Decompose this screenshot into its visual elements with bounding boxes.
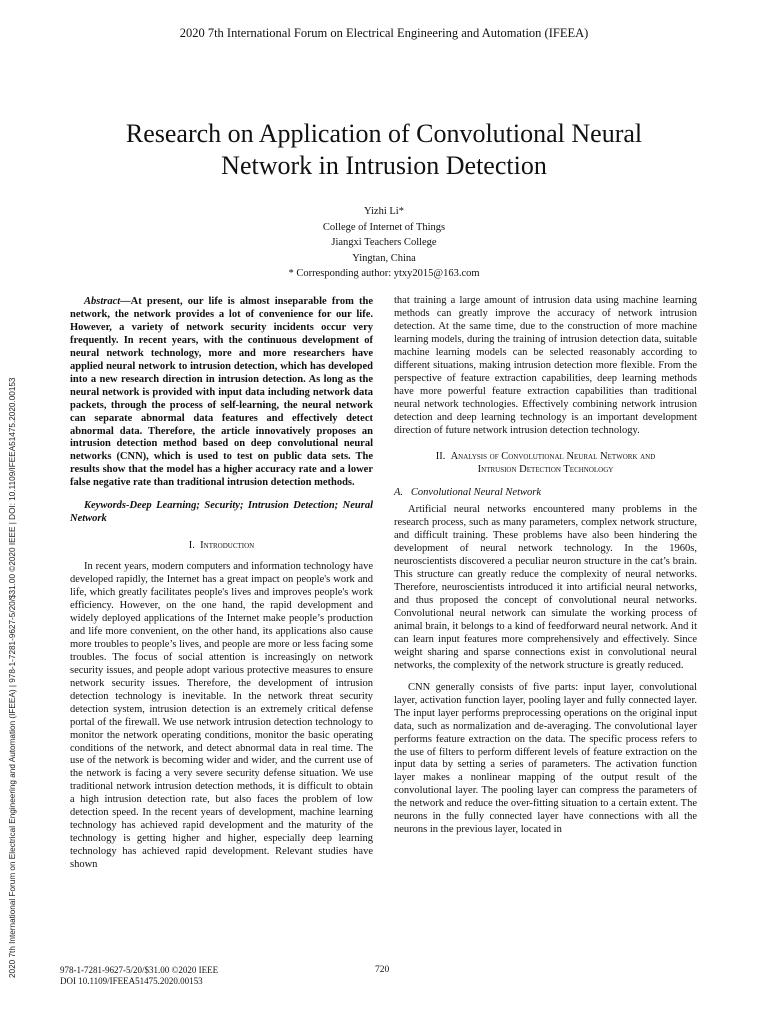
- affiliation-line: Yingtan, China: [352, 252, 416, 264]
- section-heading-analysis: [394, 451, 697, 477]
- section-heading-introduction: [70, 540, 373, 553]
- author-block: [0, 204, 768, 282]
- affiliation-line: College of Internet of Things: [322, 221, 446, 233]
- abstract-label: Abstract: [84, 296, 121, 307]
- body-paragraph: In recent years, modern computers and information technology have developed rapidly, the Internet has a great impact on people's work and life, which greatly facilitates people's lives and improves people's work efficiency. However, on the one hand, the rapid development and widely deployed applications of the Internet make people’s production and life more convenient, on the other hand, its applications also cause more troubles to people’s lives, and people are more or less facing some troubles. The focus of social attention is increasingly on network security issues, and people adopt various protective measures to ensure network security issues. Therefore, the development of intrusion detection technology is inevitable. In the network threat security detection system, intrusion detection is an extremely critical defense portal of the firewall. We use network intrusion detection technology to monitor the network operating conditions, monitor the basic operating conditions of the network, and detect abnormal data in real time. The use of the network is becoming wider and wider, and the current use of the network is facing a very severe security defense situation. We use traditional network intrusion detection methods, it is difficult to obtain a high intrusion detection rate, but also faces the problem of low detection speed. In the recent years of development, machine learning technology has achieved rapid development and the maturity of the technology is getting higher and higher, especially deep learning technology has achieved rapid development. Relevant studies have shown: [70, 561, 373, 871]
- paper-title-line-1: Research on Application of Convolutional Neural: [125, 119, 643, 148]
- corresponding-author: * Corresponding author: ytxy2015@163.com: [288, 268, 480, 279]
- side-citation-text: 2020 7th International Forum on Electrical Engineering and Automation (IFEEA) | 978-1-7281-9627-5/20/$31.00 ©2020 IEEE | DOI: 10.1109/IFEEA51475.2020.00153: [8, 377, 17, 978]
- abstract: [70, 296, 373, 490]
- body-paragraph: CNN generally consists of five parts: input layer, convolutional layer, activation function layer, pooling layer and fully connected layer. The input layer performs preprocessing operations on the original input data, such as normalization and de-averaging. The convolutional layer performs feature extraction on the data. The specific process refers to the use of filters to perform different levels of feature extraction on the input data by setting a series of parameters. The activation function layer makes a nonlinear mapping of the output result of the convolutional layer. The pooling layer can compress the parameters of the network and reduce the over-fitting situation to a certain extent. The neurons in the fully connected layer have connections with all the neurons in the previous layer, located in: [394, 681, 697, 836]
- section-title: Introduction: [200, 540, 255, 552]
- conference-header: 2020 7th International Forum on Electrical Engineering and Automation (IFEEA): [179, 26, 589, 40]
- section-title-line-1: Analysis of Convolutional Neural Network and: [450, 451, 656, 463]
- section-number: I.: [188, 540, 195, 552]
- body-paragraph-continued: that training a large amount of intrusion data using machine learning methods can greatly improve the accuracy of network intrusion detection. At the same time, due to the construction of more machine learning models, during the training of intrusion detection data, suitable machine learning models can be selected reasonably according to different situations, making intrusion detection more flexible. From the perspective of feature extraction capabilities, deep learning methods have more powerful feature extraction capabilities than traditional neural network technologies. Effectively combining network intrusion detection and deep learning technology is an important development direction of future network intrusion detection technology.: [394, 295, 697, 436]
- right-column: [394, 295, 697, 837]
- keywords: Keywords-Deep Learning; Security; Intrusion Detection; Neural Network: [70, 500, 373, 525]
- author-name: Yizhi Li*: [364, 206, 404, 217]
- footer-isbn: 978-1-7281-9627-5/20/$31.00 ©2020 IEEE: [60, 965, 219, 975]
- subsection-label: A.: [394, 487, 404, 499]
- affiliation-line: Jiangxi Teachers College: [331, 237, 437, 248]
- subsection-title: Convolutional Neural Network: [410, 487, 542, 499]
- page-number: 720: [375, 965, 390, 975]
- section-number: II.: [435, 451, 446, 463]
- subsection-heading: [394, 487, 697, 500]
- paper-title: [60, 118, 708, 182]
- left-column: [70, 296, 373, 872]
- body-paragraph: Artificial neural networks encountered many problems in the research process, such as many parameters, complex network structure, and difficult training. These problems have also been hindering the development of neural network technology. In the 1960s, neuroscientists discovered a peculiar neuron structure in the cat’s brain. This structure can greatly reduce the complexity of neural networks. Therefore, neuroscientists introduced it into artificial neural networks, and thus proposed the concept of convolutional neural networks. Convolutional neural network can simulate the working process of animal brain, it belongs to a kind of feedforward neural network. And it can learn input features more comprehensively and effectively. Since weight sharing and sparse connections exist in convolutional neural networks, the complexity of the network structure is greatly reduced.: [394, 504, 697, 671]
- footer-publication-info: [60, 965, 218, 987]
- section-title-line-2: Intrusion Detection Technology: [477, 464, 614, 476]
- abstract-text: —At present, our life is almost inseparable from the network, the network provides a lot of convenience for our life. However, a variety of network security incidents occur very frequently. In recent years, with the continuous development of neural network technology, more and more researchers have applied neural network to intrusion detection, which has developed into a new research direction in intrusion detection. As long as the neural network is provided with input data including network data packets, through the process of self-learning, the neural network can separate abnormal data features and effectively detect abnormal data. Therefore, the article innovatively proposes an intrusion detection method based on deep convolutional neural networks (CNN), which is used to test on public data sets. The results show that the model has a higher accuracy rate and a lower false negative rate than traditional intrusion detection methods.: [70, 296, 373, 489]
- paper-title-line-2: Network in Intrusion Detection: [221, 151, 547, 180]
- footer-doi: DOI 10.1109/IFEEA51475.2020.00153: [60, 976, 203, 986]
